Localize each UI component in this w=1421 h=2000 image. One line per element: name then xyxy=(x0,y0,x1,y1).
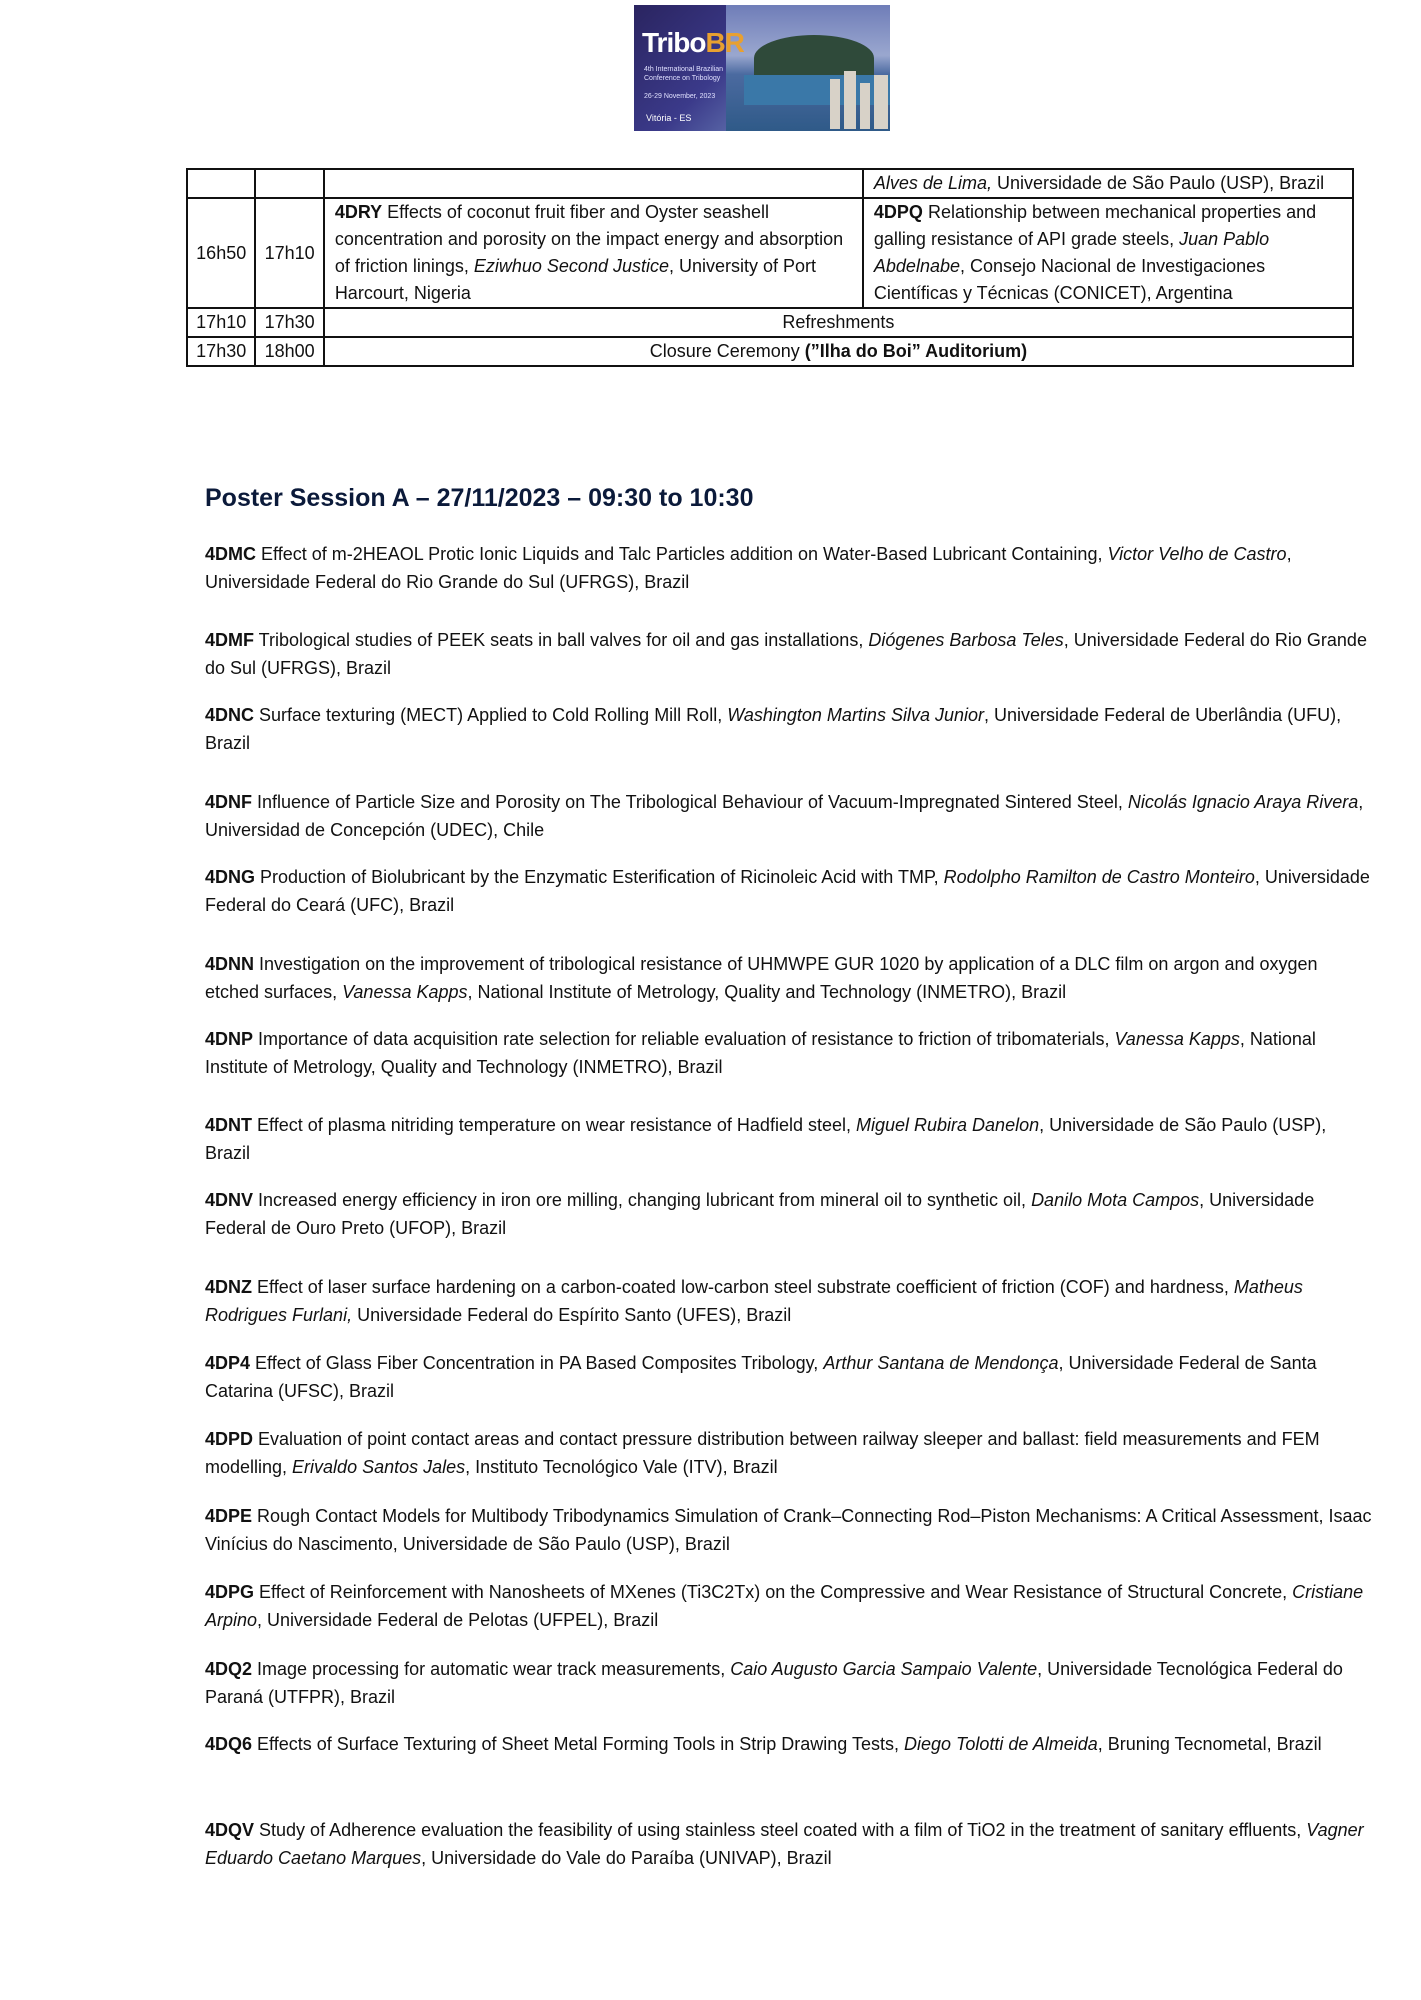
logo-building xyxy=(874,75,888,129)
poster-author: Diego Tolotti de Almeida xyxy=(904,1734,1098,1754)
logo-dates: 26-29 November, 2023 xyxy=(644,93,716,100)
talk-cell xyxy=(324,169,863,198)
poster-entry xyxy=(205,950,1375,1006)
logo-building xyxy=(860,83,870,129)
closure-cell: Closure Ceremony (”Ilha do Boi” Auditorium) xyxy=(324,337,1353,366)
poster-entry xyxy=(205,1655,1375,1711)
poster-affil: , Universidade Federal do Rio Grande do Sul (UFRGS), Brazil xyxy=(205,630,1367,678)
poster-title: Tribological studies of PEEK seats in ball valves for oil and gas installations, xyxy=(254,630,869,650)
poster-title: Image processing for automatic wear track measurements, xyxy=(252,1659,731,1679)
poster-title: Effect of Reinforcement with Nanosheets of MXenes (Ti3C2Tx) on the Compressive and Wear Resistance of Structural Concrete, xyxy=(254,1582,1293,1602)
poster-title: Effect of m-2HEAOL Protic Ionic Liquids and Talc Particles addition on Water-Based Lubricant Containing, xyxy=(256,544,1108,564)
time-start-cell: 16h50 xyxy=(187,198,255,308)
time-start-cell xyxy=(187,169,255,198)
table-row xyxy=(187,337,1353,366)
poster-code: 4DQ6 xyxy=(205,1734,253,1754)
poster-code: 4DPE xyxy=(205,1506,253,1526)
logo-subtitle: 4th International Brazilian Conference on Tribology xyxy=(644,66,723,82)
break-cell: Refreshments xyxy=(324,308,1353,337)
poster-code: 4DNP xyxy=(205,1029,254,1049)
poster-title: Influence of Particle Size and Porosity on The Tribological Behaviour of Vacuum-Impregnated Sintered Steel, xyxy=(252,792,1128,812)
poster-entry xyxy=(205,1425,1375,1481)
poster-title: Effects of Surface Texturing of Sheet Metal Forming Tools in Strip Drawing Tests, xyxy=(252,1734,905,1754)
poster-author: Erivaldo Santos Jales xyxy=(292,1457,466,1477)
poster-affil: , Universidade Federal de Uberlândia (UFU), Brazil xyxy=(205,705,1342,753)
poster-entry xyxy=(205,1730,1375,1758)
poster-title: Production of Biolubricant by the Enzymatic Esterification of Ricinoleic Acid with TMP, xyxy=(255,867,944,887)
time-end-cell: 17h30 xyxy=(255,308,323,337)
poster-code: 4DNV xyxy=(205,1190,254,1210)
poster-affil: , Universidad de Concepción (UDEC), Chile xyxy=(205,792,1364,840)
time-start-cell: 17h10 xyxy=(187,308,255,337)
poster-affil: , National Institute of Metrology, Quality and Technology (INMETRO), Brazil xyxy=(205,1029,1316,1077)
poster-code: 4DQV xyxy=(205,1820,255,1840)
schedule-table xyxy=(186,168,1354,367)
poster-title: Effect of laser surface hardening on a carbon-coated low-carbon steel substrate coefficient of friction (COF) and hardness, xyxy=(252,1277,1234,1297)
poster-entry xyxy=(205,1502,1375,1558)
poster-entry xyxy=(205,863,1375,919)
poster-code: 4DNC xyxy=(205,705,255,725)
table-row xyxy=(187,169,1353,198)
poster-affil: , Universidade Federal de Ouro Preto (UFOP), Brazil xyxy=(205,1190,1315,1238)
poster-author: Rodolpho Ramilton de Castro Monteiro xyxy=(943,867,1255,887)
talk-cell: 4DRY Effects of coconut fruit fiber and Oyster seashell concentration and porosity on the impact energy and absorption of friction linings, Eziwhuo Second Justice, University of Port Harcourt, Nigeria xyxy=(324,198,863,308)
logo-brand: TriboBR xyxy=(642,27,744,58)
poster-affil: , Universidade do Vale do Paraíba (UNIVAP), Brazil xyxy=(421,1848,832,1868)
logo-building xyxy=(830,79,840,129)
poster-author: Vagner Eduardo Caetano Marques xyxy=(205,1820,1364,1868)
logo-building xyxy=(844,71,856,129)
poster-entry xyxy=(205,1111,1375,1167)
poster-affil: , Universidade de São Paulo (USP), Brazil xyxy=(205,1115,1327,1163)
poster-affil: , Universidade Tecnológica Federal do Paraná (UTFPR), Brazil xyxy=(205,1659,1343,1707)
poster-code: 4DP4 xyxy=(205,1353,251,1373)
poster-affil: , Universidade Federal do Ceará (UFC), Brazil xyxy=(205,867,1370,915)
table-row xyxy=(187,308,1353,337)
poster-code: 4DNT xyxy=(205,1115,253,1135)
poster-affil: , Universidade Federal de Pelotas (UFPEL), Brazil xyxy=(257,1610,659,1630)
time-end-cell: 18h00 xyxy=(255,337,323,366)
poster-code: 4DNF xyxy=(205,792,253,812)
poster-code: 4DNN xyxy=(205,954,255,974)
poster-author: Washington Martins Silva Junior xyxy=(727,705,984,725)
poster-author: Miguel Rubira Danelon xyxy=(856,1115,1040,1135)
logo-city: Vitória - ES xyxy=(646,113,692,123)
poster-author: Nicolás Ignacio Araya Rivera xyxy=(1127,792,1359,812)
poster-author: Matheus Rodrigues Furlani, xyxy=(205,1277,1303,1325)
conference-logo xyxy=(634,5,890,131)
poster-code: 4DNG xyxy=(205,867,256,887)
poster-author: Victor Velho de Castro xyxy=(1107,544,1287,564)
poster-entry xyxy=(205,1578,1375,1634)
poster-entry xyxy=(205,1186,1375,1242)
poster-code: 4DPD xyxy=(205,1429,254,1449)
poster-affil: , Instituto Tecnológico Vale (ITV), Brazil xyxy=(465,1457,778,1477)
poster-affil: , Bruning Tecnometal, Brazil xyxy=(1097,1734,1322,1754)
poster-code: 4DMC xyxy=(205,544,257,564)
poster-author: Caio Augusto Garcia Sampaio Valente xyxy=(730,1659,1038,1679)
poster-author: Danilo Mota Campos xyxy=(1031,1190,1200,1210)
poster-entry xyxy=(205,788,1375,844)
poster-code: 4DMF xyxy=(205,630,254,650)
talk-cell: 4DPQ Relationship between mechanical properties and galling resistance of API grade steels, Juan Pablo Abdelnabe, Consejo Nacional de Investigaciones Científicas y Técnicas (CONICET), Argentina xyxy=(863,198,1353,308)
poster-title: Effect of plasma nitriding temperature on wear resistance of Hadfield steel, xyxy=(252,1115,856,1135)
poster-code: 4DQ2 xyxy=(205,1659,253,1679)
poster-author: Arthur Santana de Mendonça xyxy=(823,1353,1059,1373)
time-start-cell: 17h30 xyxy=(187,337,255,366)
poster-title: Evaluation of point contact areas and contact pressure distribution between railway sleeper and ballast: field measurements and FEM modelling, xyxy=(205,1429,1320,1477)
poster-entry xyxy=(205,1025,1375,1081)
poster-code: 4DPG xyxy=(205,1582,255,1602)
poster-affil: Universidade Federal do Espírito Santo (UFES), Brazil xyxy=(352,1305,792,1325)
poster-entry xyxy=(205,701,1375,757)
poster-affil: , Universidade Federal de Santa Catarina (UFSC), Brazil xyxy=(205,1353,1317,1401)
poster-affil: , National Institute of Metrology, Quality and Technology (INMETRO), Brazil xyxy=(467,982,1067,1002)
poster-entry xyxy=(205,540,1375,596)
poster-entry xyxy=(205,1273,1375,1329)
poster-affil: , Universidade Federal do Rio Grande do Sul (UFRGS), Brazil xyxy=(205,544,1292,592)
poster-entry xyxy=(205,626,1375,682)
poster-title: Effect of Glass Fiber Concentration in PA Based Composites Tribology, xyxy=(250,1353,824,1373)
poster-code: 4DNZ xyxy=(205,1277,253,1297)
poster-author: Diógenes Barbosa Teles xyxy=(868,630,1064,650)
poster-title: Rough Contact Models for Multibody Tribodynamics Simulation of Crank–Connecting Rod–Piston Mechanisms: A Critical Assessment, Isaac Vinícius do Nascimento, Universidade de São Paulo (USP), Brazil xyxy=(205,1506,1372,1554)
time-end-cell: 17h10 xyxy=(255,198,323,308)
poster-title: Investigation on the improvement of tribological resistance of UHMWPE GUR 1020 by application of a DLC film on argon and oxygen etched surfaces, xyxy=(205,954,1318,1002)
poster-title: Increased energy efficiency in iron ore milling, changing lubricant from mineral oil to synthetic oil, xyxy=(253,1190,1032,1210)
talk-cell: Alves de Lima, Universidade de São Paulo (USP), Brazil xyxy=(863,169,1353,198)
poster-entry xyxy=(205,1349,1375,1405)
poster-author: Cristiane Arpino xyxy=(205,1582,1364,1630)
poster-title: Importance of data acquisition rate selection for reliable evaluation of resistance to friction of tribomaterials, xyxy=(253,1029,1115,1049)
poster-title: Study of Adherence evaluation the feasibility of using stainless steel coated with a film of TiO2 in the treatment of sanitary effluents, xyxy=(254,1820,1307,1840)
poster-author: Vanessa Kapps xyxy=(1114,1029,1240,1049)
time-end-cell xyxy=(255,169,323,198)
poster-author: Vanessa Kapps xyxy=(342,982,468,1002)
poster-title: Surface texturing (MECT) Applied to Cold Rolling Mill Roll, xyxy=(254,705,728,725)
table-row xyxy=(187,198,1353,308)
session-title: Poster Session A – 27/11/2023 – 09:30 to 10:30 xyxy=(205,484,754,512)
poster-entry xyxy=(205,1816,1375,1872)
